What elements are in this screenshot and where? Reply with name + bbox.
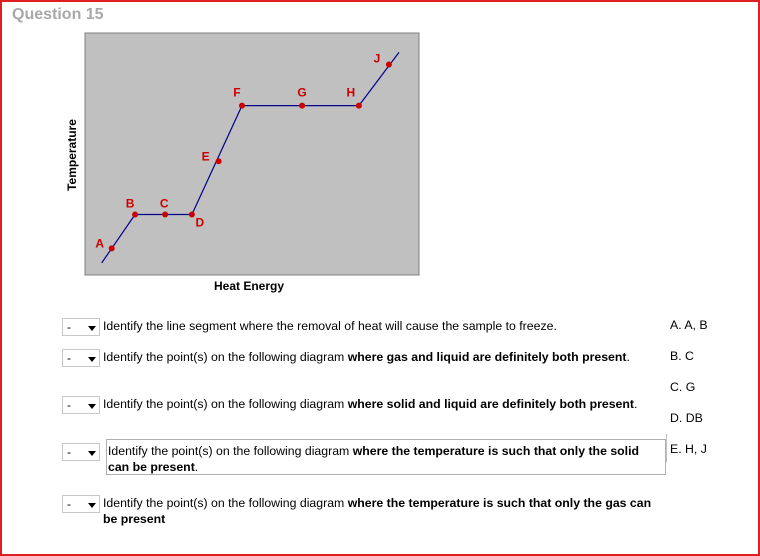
answer-select-5[interactable] (62, 495, 100, 513)
select-value: - (67, 351, 71, 365)
question-text-5: Identify the point(s) on the following diagram where the temperature is such that only the gas can be present (103, 496, 652, 526)
select-value: - (67, 445, 71, 459)
answer-select-3[interactable] (62, 396, 100, 414)
dropdown-arrow-icon (88, 404, 96, 409)
dropdown-arrow-icon (88, 357, 96, 362)
point-f (239, 103, 245, 109)
question-text-4: Identify the point(s) on the following diagram where the temperature is such that only the solid can be present. (108, 444, 640, 474)
dropdown-arrow-icon (88, 451, 96, 456)
point-label-f: F (233, 85, 241, 100)
point-j (386, 61, 392, 67)
point-label-c: C (159, 196, 169, 211)
point-label-a: A (95, 236, 105, 251)
answer-select-2[interactable] (62, 349, 100, 367)
phase-change-chart (2, 2, 760, 302)
select-value: - (67, 398, 71, 412)
answer-select-1[interactable] (62, 318, 100, 336)
option-b: B. C (670, 349, 694, 363)
dropdown-arrow-icon (88, 503, 96, 508)
question-text-1: Identify the line segment where the removal of heat will cause the sample to freeze. (103, 319, 557, 333)
point-label-j: J (373, 51, 381, 66)
option-d: D. DB (670, 411, 703, 425)
question-text-3: Identify the point(s) on the following diagram where solid and liquid are definitely both present. (103, 397, 638, 411)
point-c (162, 212, 168, 218)
point-e (216, 158, 222, 164)
point-g (299, 103, 305, 109)
option-divider (666, 434, 667, 462)
option-e: E. H, J (670, 442, 707, 456)
point-label-h: H (346, 85, 356, 100)
plot-area (85, 33, 419, 275)
y-axis-label: Temperature (65, 119, 79, 191)
x-axis-label: Heat Energy (214, 279, 285, 293)
point-a (109, 245, 115, 251)
question-text-2: Identify the point(s) on the following diagram where gas and liquid are definitely both present. (103, 350, 630, 364)
point-label-b: B (125, 196, 135, 211)
point-label-e: E (201, 149, 210, 164)
point-label-g: G (297, 85, 307, 100)
option-c: C. G (670, 380, 696, 394)
point-h (356, 103, 362, 109)
dropdown-arrow-icon (88, 326, 96, 331)
point-label-d: D (195, 215, 205, 230)
point-b (132, 212, 138, 218)
answer-select-4[interactable] (62, 443, 100, 461)
question-title: Question 15 (12, 6, 104, 23)
point-d (189, 212, 195, 218)
option-a: A. A, B (670, 318, 708, 332)
select-value: - (67, 497, 71, 511)
select-value: - (67, 320, 71, 334)
